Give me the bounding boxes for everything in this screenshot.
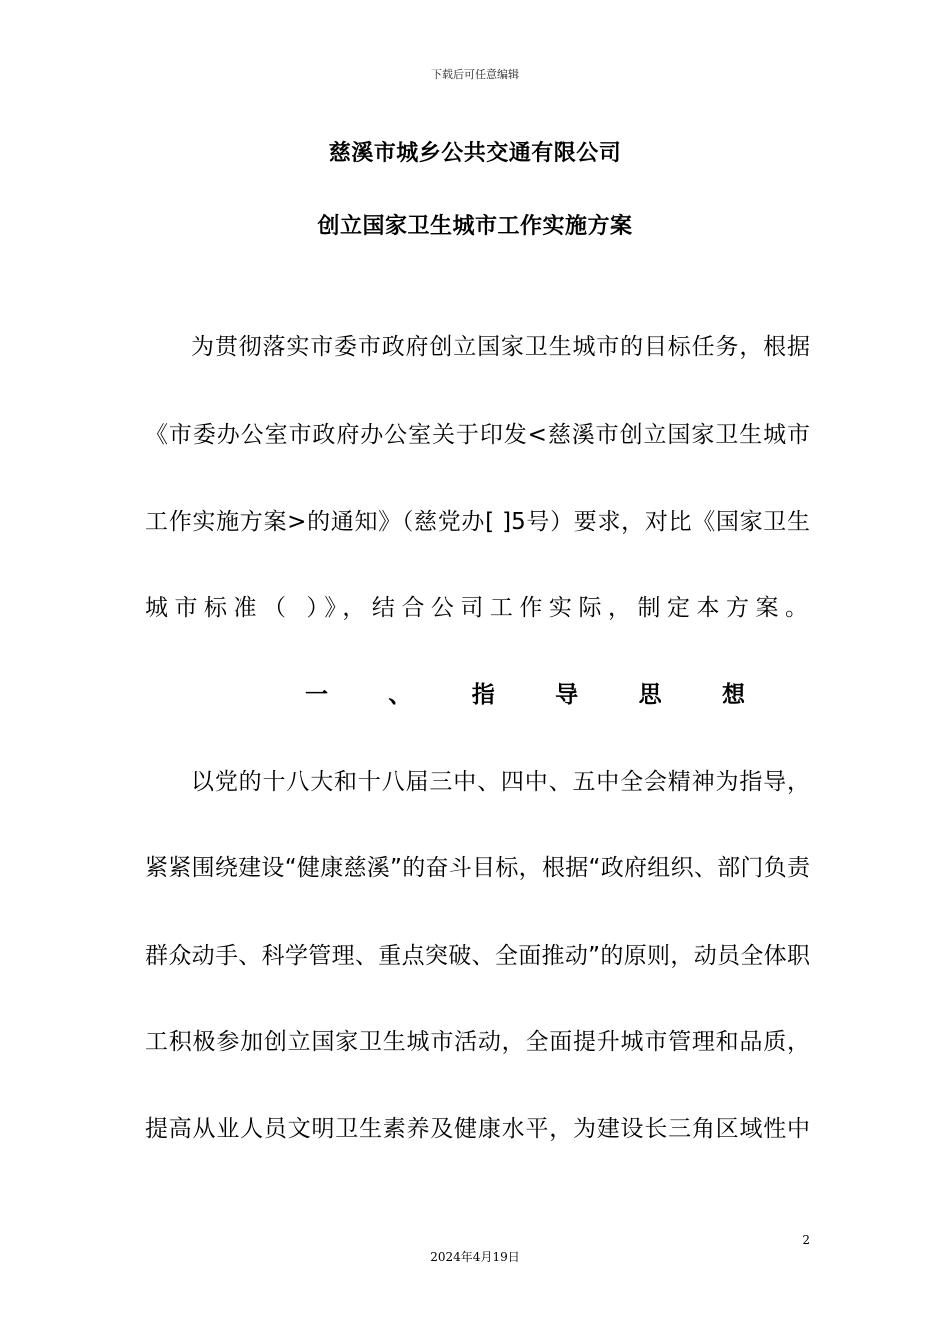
footer-date: 2024年4月19日 [430,1250,520,1264]
heading-char: 一 [305,682,328,708]
paragraph-line: 提高从业人员文明卫生素养及健康水平，为建设长三角区域性中 [145,1116,810,1142]
heading-char: 、 [388,682,412,708]
heading-char: 指 [471,682,495,708]
paragraph-line: 紧紧围绕建设“健康慈溪”的奋斗目标，根据“政府组织、部门负责 [145,855,810,881]
header-note: 下载后可任意编辑 [431,68,519,81]
heading-char: 想 [721,682,745,708]
paragraph-line: 工积极参加创立国家卫生城市活动，全面提升城市管理和品质， [145,1029,810,1055]
document-title-company: 慈溪市城乡公共交通有限公司 [328,141,622,166]
paragraph-line: 群众动手、科学管理、重点突破、全面推动”的原则，动员全体职 [145,943,810,969]
paragraph-line: 城市标准（ ）》，结合公司工作实际，制定本方案。 [145,595,810,621]
page-number: 2 [802,1233,810,1247]
paragraph-line: 工作实施方案>的通知》（慈党办[ ]5号）要求，对比《国家卫生 [145,509,810,535]
paragraph-line: 《市委办公室市政府办公室关于印发<慈溪市创立国家卫生城市 [145,422,810,448]
section-heading-guiding-ideology [305,679,745,711]
document-title-plan: 创立国家卫生城市工作实施方案 [317,214,633,239]
paragraph-line: 以党的十八大和十八届三中、四中、五中全会精神为指导， [191,769,810,795]
paragraph-line: 为贯彻落实市委市政府创立国家卫生城市的目标任务，根据 [191,334,810,360]
heading-char: 导 [555,682,579,708]
heading-char: 思 [638,682,662,708]
